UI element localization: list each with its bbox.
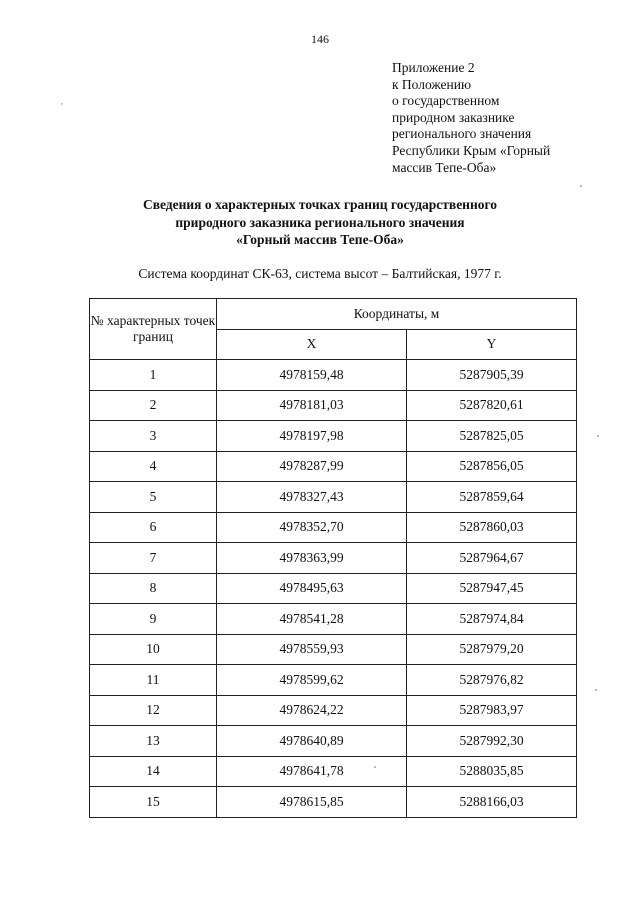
point-number-cell: 5	[90, 482, 217, 513]
point-number-cell: 6	[90, 512, 217, 543]
appendix-line: регионального значения	[392, 126, 532, 142]
table-row	[90, 665, 577, 696]
table-row	[90, 482, 577, 513]
table-row	[90, 451, 577, 482]
x-coordinate-cell: 4978159,48	[217, 360, 407, 391]
x-coordinate-cell: 4978181,03	[217, 390, 407, 421]
appendix-line: о государственном	[392, 93, 500, 109]
table-row	[90, 543, 577, 574]
point-number-cell: 11	[90, 665, 217, 696]
page-number: 146	[311, 32, 329, 46]
y-coordinate-cell: 5287905,39	[407, 360, 577, 391]
title-line: природного заказника регионального значения	[175, 214, 465, 230]
point-number-cell: 4	[90, 451, 217, 482]
appendix-note	[392, 60, 592, 176]
document-title	[0, 196, 640, 249]
table-row	[90, 512, 577, 543]
x-coordinate-cell: 4978640,89	[217, 726, 407, 757]
y-coordinate-cell: 5288035,85	[407, 756, 577, 787]
x-coordinate-cell: 4978352,70	[217, 512, 407, 543]
x-coordinate-cell: 4978624,22	[217, 695, 407, 726]
header-x: X	[217, 329, 407, 360]
y-coordinate-cell: 5287820,61	[407, 390, 577, 421]
x-coordinate-cell: 4978641,78	[217, 756, 407, 787]
y-coordinate-cell: 5287976,82	[407, 665, 577, 696]
table-row	[90, 787, 577, 818]
appendix-line: Республики Крым «Горный	[392, 142, 551, 158]
y-coordinate-cell: 5287974,84	[407, 604, 577, 635]
y-coordinate-cell: 5287825,05	[407, 421, 577, 452]
table-row	[90, 604, 577, 635]
boundary-points-table	[89, 298, 577, 818]
x-coordinate-cell: 4978615,85	[217, 787, 407, 818]
point-number-cell: 10	[90, 634, 217, 665]
x-coordinate-cell: 4978287,99	[217, 451, 407, 482]
table-row	[90, 360, 577, 391]
point-number-cell: 8	[90, 573, 217, 604]
point-number-cell: 13	[90, 726, 217, 757]
y-coordinate-cell: 5287859,64	[407, 482, 577, 513]
point-number-cell: 1	[90, 360, 217, 391]
x-coordinate-cell: 4978599,62	[217, 665, 407, 696]
header-point-number: № характерных точек границ	[90, 299, 217, 360]
x-coordinate-cell: 4978197,98	[217, 421, 407, 452]
point-number-cell: 15	[90, 787, 217, 818]
point-number-cell: 9	[90, 604, 217, 635]
y-coordinate-cell: 5287860,03	[407, 512, 577, 543]
point-number-cell: 14	[90, 756, 217, 787]
appendix-line: природном заказнике	[392, 109, 515, 125]
coordinate-system-note: Система координат СК-63, система высот – Балтийская, 1977 г.	[138, 266, 502, 281]
table-row	[90, 573, 577, 604]
y-coordinate-cell: 5287992,30	[407, 726, 577, 757]
table-row	[90, 756, 577, 787]
y-coordinate-cell: 5287856,05	[407, 451, 577, 482]
x-coordinate-cell: 4978541,28	[217, 604, 407, 635]
x-coordinate-cell: 4978363,99	[217, 543, 407, 574]
header-y: Y	[407, 329, 577, 360]
y-coordinate-cell: 5288166,03	[407, 787, 577, 818]
appendix-line: к Положению	[392, 76, 472, 92]
point-number-cell: 7	[90, 543, 217, 574]
y-coordinate-cell: 5287947,45	[407, 573, 577, 604]
table-row	[90, 390, 577, 421]
x-coordinate-cell: 4978327,43	[217, 482, 407, 513]
table-row	[90, 421, 577, 452]
appendix-line: массив Тепе-Оба»	[392, 159, 497, 175]
y-coordinate-cell: 5287964,67	[407, 543, 577, 574]
x-coordinate-cell: 4978559,93	[217, 634, 407, 665]
point-number-cell: 2	[90, 390, 217, 421]
x-coordinate-cell: 4978495,63	[217, 573, 407, 604]
point-number-cell: 12	[90, 695, 217, 726]
table-row	[90, 695, 577, 726]
header-coordinates: Координаты, м	[217, 299, 577, 330]
table-row	[90, 726, 577, 757]
y-coordinate-cell: 5287979,20	[407, 634, 577, 665]
appendix-line: Приложение 2	[392, 60, 475, 75]
point-number-cell: 3	[90, 421, 217, 452]
table-row	[90, 634, 577, 665]
title-line: «Горный массив Тепе-Оба»	[236, 232, 404, 247]
y-coordinate-cell: 5287983,97	[407, 695, 577, 726]
title-line: Сведения о характерных точках границ государственного	[142, 197, 498, 212]
